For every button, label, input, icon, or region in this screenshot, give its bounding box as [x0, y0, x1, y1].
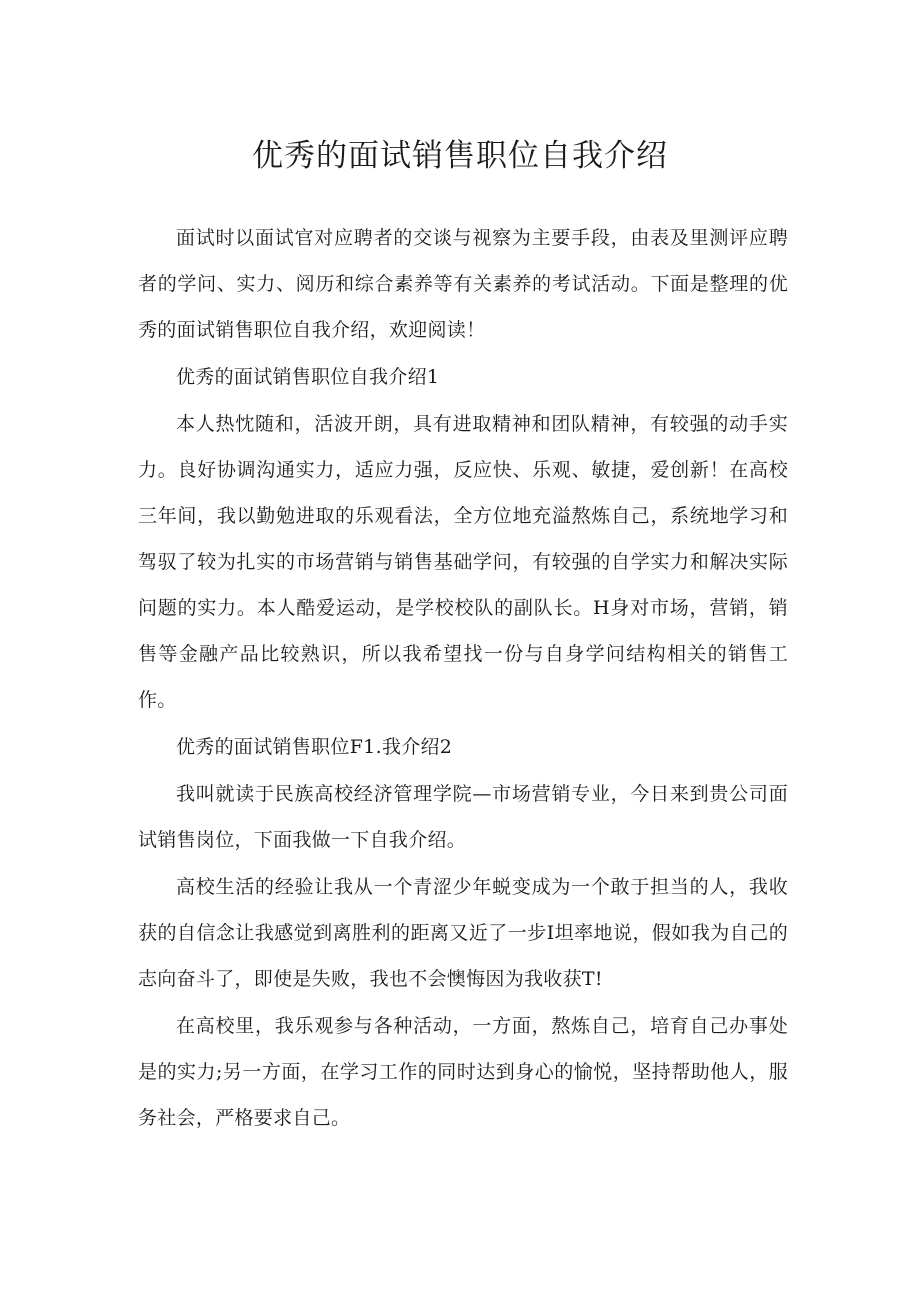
section-heading-1: 优秀的面试销售职位自我介绍1 — [176, 366, 440, 388]
document-body — [138, 215, 788, 1142]
section-2-paragraph-2: 高校生活的经验让我从一个青涩少年蜕变成为一个敢于担当的人，我收获的自信念让我感觉到离胜利的距离又近了一步I坦率地说，假如我为自己的志向奋斗了，即使是失败，我也不会懊悔因为我收获T! — [138, 876, 788, 990]
section-1-paragraph: 本人热忱随和，活波开朗，具有进取精神和团队精神，有较强的动手实力。良好协调沟通实力，适应力强，反应快、乐观、敏捷，爱创新！在高校三年间，我以勤勉进取的乐观看法，全方位地充溢熬炼自己，系统地学习和驾驭了较为扎实的市场营销与销售基础学问，有较强的自学实力和解决实际问题的实力。本人酷爱运动，是学校校队的副队长。H身对市场，营销，销售等金融产品比较熟识，所以我希望找一份与自身学问结构相关的销售工作。 — [138, 413, 788, 711]
section-2-paragraph-3: 在高校里，我乐观参与各种活动，一方面，熬炼自己，培育自己办事处是的实力;另一方面，在学习工作的同时达到身心的愉悦，坚持帮助他人，服务社会，严格要求自己。 — [138, 1015, 788, 1129]
document-title: 优秀的面试销售职位自我介绍 — [252, 138, 668, 174]
intro-paragraph: 面试时以面试官对应聘者的交谈与视察为主要手段，由表及里测评应聘者的学问、实力、阅历和综合素养等有关素养的考试活动。下面是整理的优秀的面试销售职位自我介绍，欢迎阅读！ — [138, 227, 788, 341]
section-heading-2: 优秀的面试销售职位F1.我介绍2 — [176, 736, 453, 758]
section-2-paragraph-1: 我叫就读于民族高校经济管理学院—市场营销专业，今日来到贵公司面试销售岗位，下面我做一下自我介绍。 — [138, 783, 788, 851]
